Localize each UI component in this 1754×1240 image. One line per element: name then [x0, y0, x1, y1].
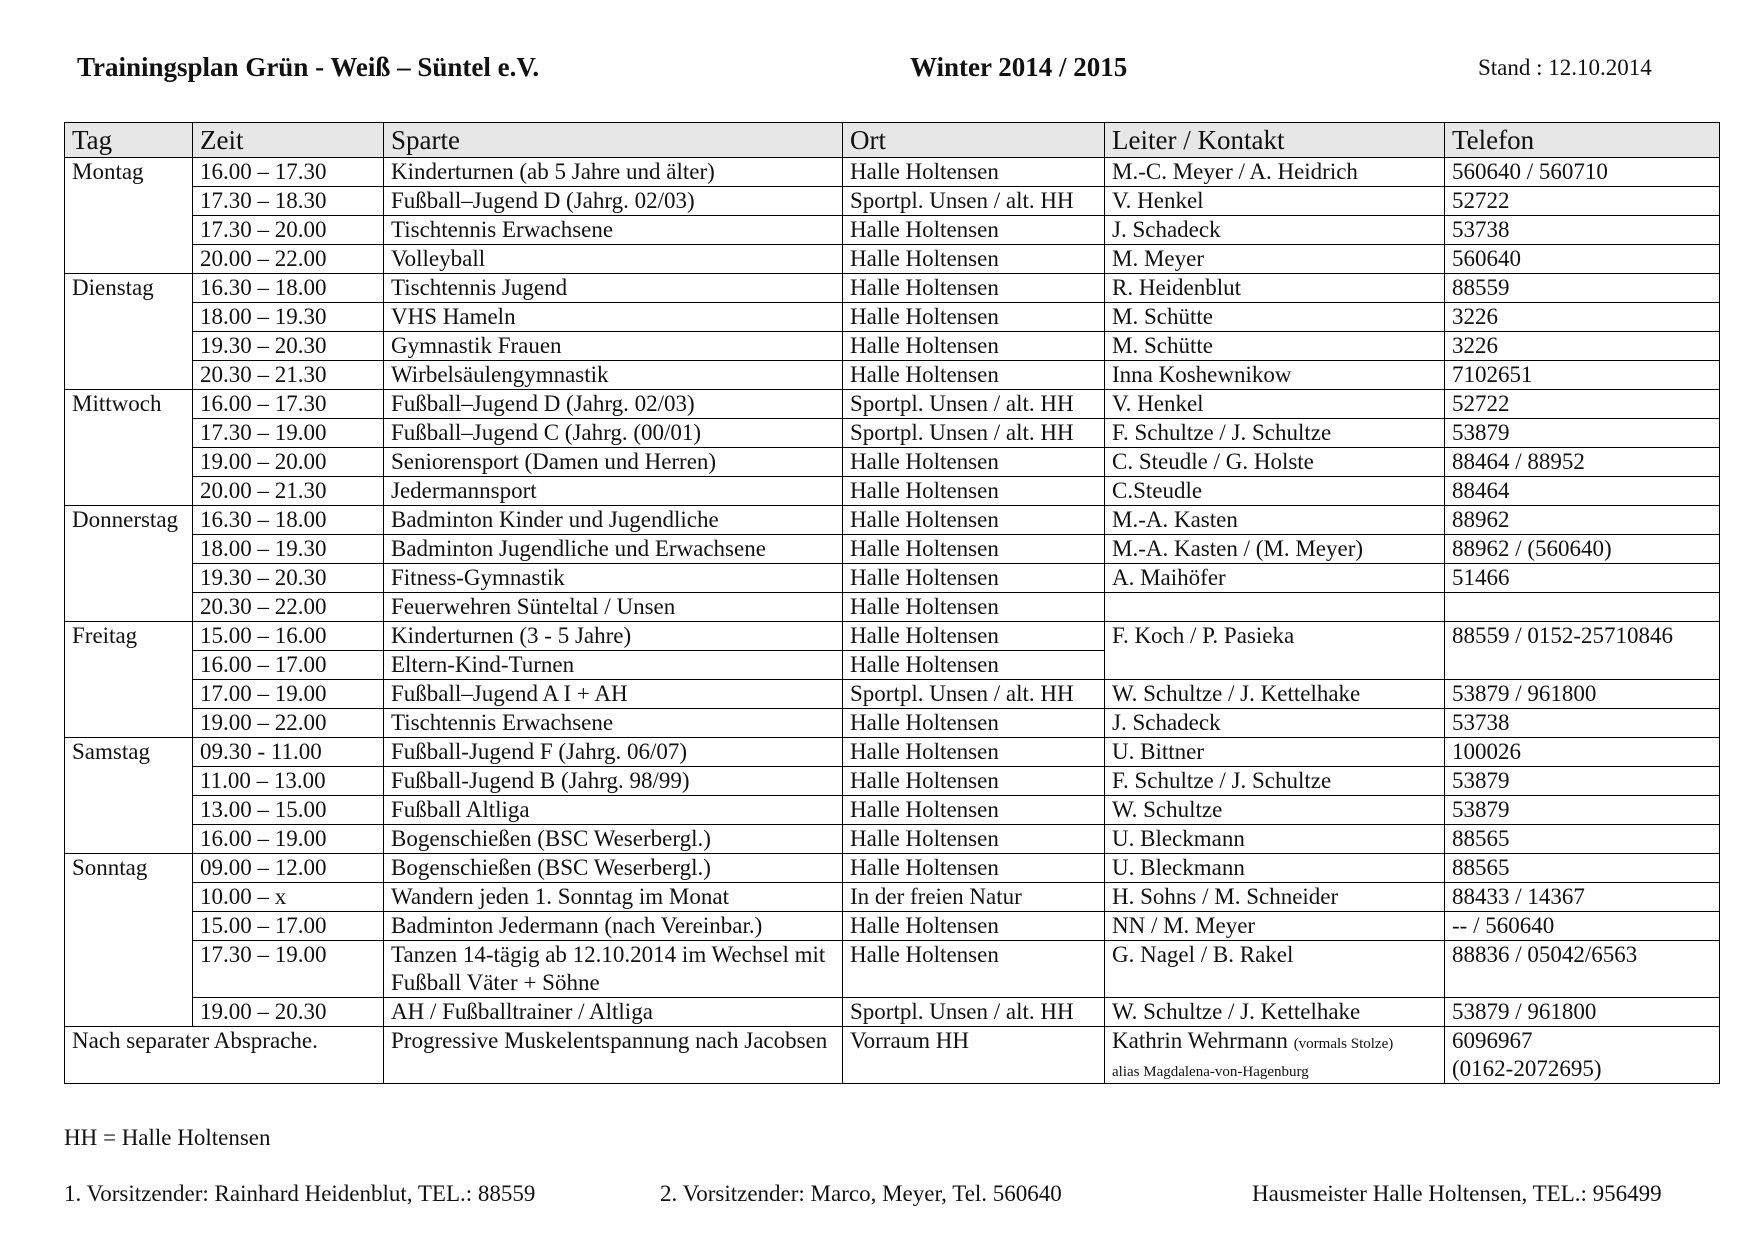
ort-cell: Sportpl. Unsen / alt. HH: [843, 419, 1105, 448]
zeit-cell: 18.00 – 19.30: [193, 535, 384, 564]
sparte-cell: Eltern-Kind-Turnen: [384, 651, 843, 680]
leiter-cell: V. Henkel: [1105, 187, 1445, 216]
leiter-cell: M. Schütte: [1105, 332, 1445, 361]
zeit-cell: 11.00 – 13.00: [193, 767, 384, 796]
table-row: [65, 564, 1720, 593]
ort-cell: Halle Holtensen: [843, 332, 1105, 361]
leiter-alias: alias Magdalena-von-Hagenburg: [1112, 1064, 1309, 1080]
leiter-cell: U. Bittner: [1105, 738, 1445, 767]
telefon-cell: 52722: [1445, 187, 1720, 216]
ort-cell: Halle Holtensen: [843, 767, 1105, 796]
telefon-cell: 88962 / (560640): [1445, 535, 1720, 564]
telefon-cell: 88464 / 88952: [1445, 448, 1720, 477]
column-header-telefon: Telefon: [1445, 123, 1720, 158]
ort-cell: Halle Holtensen: [843, 593, 1105, 622]
telefon-cell: 7102651: [1445, 361, 1720, 390]
ort-cell: In der freien Natur: [843, 883, 1105, 912]
zeit-cell: 17.30 – 20.00: [193, 216, 384, 245]
zeit-cell: 19.00 – 22.00: [193, 709, 384, 738]
table-row: [65, 796, 1720, 825]
leiter-cell: M.-C. Meyer / A. Heidrich: [1105, 158, 1445, 187]
ort-cell: Halle Holtensen: [843, 448, 1105, 477]
zeit-cell: 16.00 – 19.00: [193, 825, 384, 854]
ort-cell: Halle Holtensen: [843, 622, 1105, 651]
leiter-cell: M.-A. Kasten: [1105, 506, 1445, 535]
leiter-cell: W. Schultze / J. Kettelhake: [1105, 998, 1445, 1027]
zeit-cell: 19.30 – 20.30: [193, 564, 384, 593]
table-row: [65, 419, 1720, 448]
day-cell: Donnerstag: [65, 506, 193, 622]
zeit-cell: 20.30 – 22.00: [193, 593, 384, 622]
telefon-cell: 53879 / 961800: [1445, 998, 1720, 1027]
zeit-cell: 20.30 – 21.30: [193, 361, 384, 390]
leiter-cell: [1105, 1027, 1445, 1084]
telefon-cell: 560640: [1445, 245, 1720, 274]
zeit-cell: 10.00 – x: [193, 883, 384, 912]
table-row: [65, 622, 1720, 651]
sparte-cell: Wandern jeden 1. Sonntag im Monat: [384, 883, 843, 912]
sparte-cell: Progressive Muskelentspannung nach Jacobsen: [384, 1027, 843, 1084]
telefon-cell: 52722: [1445, 390, 1720, 419]
leiter-note: (vormals Stolze): [1293, 1036, 1394, 1052]
ort-cell: Halle Holtensen: [843, 709, 1105, 738]
table-row: [65, 680, 1720, 709]
column-header-sparte: Sparte: [384, 123, 843, 158]
telefon-cell: 53879: [1445, 767, 1720, 796]
table-row: [65, 883, 1720, 912]
sparte-cell: Bogenschießen (BSC Weserbergl.): [384, 854, 843, 883]
page-title: Trainingsplan Grün - Weiß – Süntel e.V.: [77, 52, 540, 82]
sparte-cell: Jedermannsport: [384, 477, 843, 506]
legend-note: HH = Halle Holtensen: [64, 1125, 271, 1150]
telefon-cell: 88559 / 0152-25710846: [1445, 622, 1720, 680]
ort-cell: Halle Holtensen: [843, 303, 1105, 332]
table-row: [65, 593, 1720, 622]
zeit-cell: 19.30 – 20.30: [193, 332, 384, 361]
ort-cell: Halle Holtensen: [843, 651, 1105, 680]
telefon-cell: 88962: [1445, 506, 1720, 535]
sparte-cell: Tanzen 14-tägig ab 12.10.2014 im Wechsel mit Fußball Väter + Söhne: [384, 941, 843, 998]
sparte-cell: Fußball–Jugend C (Jahrg. (00/01): [384, 419, 843, 448]
leiter-cell: U. Bleckmann: [1105, 854, 1445, 883]
zeit-cell: 09.00 – 12.00: [193, 854, 384, 883]
sparte-cell: Fitness-Gymnastik: [384, 564, 843, 593]
footer-hausmeister: Hausmeister Halle Holtensen, TEL.: 956499: [1252, 1181, 1662, 1206]
day-cell: Montag: [65, 158, 193, 274]
footer-vorsitzender-1: 1. Vorsitzender: Rainhard Heidenblut, TEL.: 88559: [64, 1181, 536, 1206]
ort-cell: Halle Holtensen: [843, 854, 1105, 883]
telefon-line: 6096967: [1452, 1028, 1533, 1053]
zeit-cell: 17.30 – 19.00: [193, 941, 384, 998]
sparte-cell: Tischtennis Erwachsene: [384, 709, 843, 738]
leiter-cell: F. Schultze / J. Schultze: [1105, 419, 1445, 448]
leiter-cell: A. Maihöfer: [1105, 564, 1445, 593]
telefon-line: (0162-2072695): [1452, 1056, 1602, 1081]
telefon-cell: 53738: [1445, 216, 1720, 245]
telefon-cell: [1445, 593, 1720, 622]
ort-cell: Sportpl. Unsen / alt. HH: [843, 187, 1105, 216]
table-row: [65, 332, 1720, 361]
leiter-cell: F. Koch / P. Pasieka: [1105, 622, 1445, 680]
sparte-cell: Kinderturnen (3 - 5 Jahre): [384, 622, 843, 651]
ort-cell: Halle Holtensen: [843, 825, 1105, 854]
table-row: [65, 303, 1720, 332]
leiter-cell: V. Henkel: [1105, 390, 1445, 419]
ort-cell: Halle Holtensen: [843, 158, 1105, 187]
sparte-cell: Badminton Kinder und Jugendliche: [384, 506, 843, 535]
ort-cell: Sportpl. Unsen / alt. HH: [843, 680, 1105, 709]
telefon-cell: 3226: [1445, 303, 1720, 332]
zeit-cell: 20.00 – 22.00: [193, 245, 384, 274]
telefon-cell: 88565: [1445, 825, 1720, 854]
table-row: [65, 361, 1720, 390]
ort-cell: Halle Holtensen: [843, 506, 1105, 535]
table-row: [65, 506, 1720, 535]
table-row: [65, 245, 1720, 274]
zeit-cell: 16.00 – 17.30: [193, 158, 384, 187]
leiter-cell: F. Schultze / J. Schultze: [1105, 767, 1445, 796]
telefon-cell: 53738: [1445, 709, 1720, 738]
table-row: [65, 941, 1720, 998]
ort-cell: Halle Holtensen: [843, 796, 1105, 825]
telefon-cell: [1445, 1027, 1720, 1084]
zeit-cell: 15.00 – 17.00: [193, 912, 384, 941]
separate-label-cell: Nach separater Absprache.: [65, 1027, 384, 1084]
leiter-cell: W. Schultze: [1105, 796, 1445, 825]
sparte-cell: Fußball–Jugend D (Jahrg. 02/03): [384, 390, 843, 419]
day-cell: Mittwoch: [65, 390, 193, 506]
leiter-cell: C.Steudle: [1105, 477, 1445, 506]
sparte-cell: Bogenschießen (BSC Weserbergl.): [384, 825, 843, 854]
table-row: [65, 825, 1720, 854]
telefon-cell: 88433 / 14367: [1445, 883, 1720, 912]
zeit-cell: 17.30 – 18.30: [193, 187, 384, 216]
column-header-ort: Ort: [843, 123, 1105, 158]
leiter-name: Kathrin Wehrmann: [1112, 1028, 1288, 1053]
telefon-cell: 88836 / 05042/6563: [1445, 941, 1720, 998]
telefon-cell: 100026: [1445, 738, 1720, 767]
table-row: [65, 1027, 1720, 1084]
table-row: [65, 535, 1720, 564]
footer-vorsitzender-2: 2. Vorsitzender: Marco, Meyer, Tel. 560640: [660, 1181, 1062, 1206]
sparte-cell: Badminton Jugendliche und Erwachsene: [384, 535, 843, 564]
table-row: [65, 187, 1720, 216]
ort-cell: Vorraum HH: [843, 1027, 1105, 1084]
table-row: [65, 448, 1720, 477]
telefon-cell: 88565: [1445, 854, 1720, 883]
zeit-cell: 16.30 – 18.00: [193, 274, 384, 303]
column-header-leiter: Leiter / Kontakt: [1105, 123, 1445, 158]
sparte-cell: Seniorensport (Damen und Herren): [384, 448, 843, 477]
sparte-cell: Fußball Altliga: [384, 796, 843, 825]
leiter-cell: M. Schütte: [1105, 303, 1445, 332]
telefon-cell: -- / 560640: [1445, 912, 1720, 941]
sparte-cell: Tischtennis Erwachsene: [384, 216, 843, 245]
leiter-cell: M. Meyer: [1105, 245, 1445, 274]
ort-cell: Halle Holtensen: [843, 912, 1105, 941]
table-row: [65, 998, 1720, 1027]
training-table: [64, 122, 1720, 1084]
telefon-cell: 51466: [1445, 564, 1720, 593]
day-cell: Samstag: [65, 738, 193, 854]
zeit-cell: 16.30 – 18.00: [193, 506, 384, 535]
telefon-cell: 53879: [1445, 796, 1720, 825]
leiter-cell: U. Bleckmann: [1105, 825, 1445, 854]
leiter-cell: NN / M. Meyer: [1105, 912, 1445, 941]
column-header-tag: Tag: [65, 123, 193, 158]
ort-cell: Halle Holtensen: [843, 274, 1105, 303]
table-row: [65, 158, 1720, 187]
telefon-cell: 88559: [1445, 274, 1720, 303]
leiter-cell: W. Schultze / J. Kettelhake: [1105, 680, 1445, 709]
telefon-cell: 3226: [1445, 332, 1720, 361]
table-row: [65, 767, 1720, 796]
sparte-cell: AH / Fußballtrainer / Altliga: [384, 998, 843, 1027]
zeit-cell: 19.00 – 20.00: [193, 448, 384, 477]
telefon-cell: 53879: [1445, 419, 1720, 448]
leiter-cell: Inna Koshewnikow: [1105, 361, 1445, 390]
ort-cell: Halle Holtensen: [843, 477, 1105, 506]
sparte-cell: Fußball-Jugend F (Jahrg. 06/07): [384, 738, 843, 767]
sparte-cell: Wirbelsäulengymnastik: [384, 361, 843, 390]
zeit-cell: 15.00 – 16.00: [193, 622, 384, 651]
sparte-cell: VHS Hameln: [384, 303, 843, 332]
zeit-cell: 20.00 – 21.30: [193, 477, 384, 506]
sparte-cell: Fußball-Jugend B (Jahrg. 98/99): [384, 767, 843, 796]
ort-cell: Sportpl. Unsen / alt. HH: [843, 998, 1105, 1027]
sparte-cell: Fußball–Jugend A I + AH: [384, 680, 843, 709]
ort-cell: Halle Holtensen: [843, 564, 1105, 593]
ort-cell: Halle Holtensen: [843, 941, 1105, 998]
sparte-cell: Tischtennis Jugend: [384, 274, 843, 303]
zeit-cell: 16.00 – 17.30: [193, 390, 384, 419]
stand-date: Stand : 12.10.2014: [1478, 55, 1652, 80]
telefon-cell: 53879 / 961800: [1445, 680, 1720, 709]
zeit-cell: 19.00 – 20.30: [193, 998, 384, 1027]
table-row: [65, 738, 1720, 767]
table-row: [65, 390, 1720, 419]
ort-cell: Sportpl. Unsen / alt. HH: [843, 390, 1105, 419]
day-cell: Freitag: [65, 622, 193, 738]
sparte-cell: Feuerwehren Sünteltal / Unsen: [384, 593, 843, 622]
sparte-cell: Fußball–Jugend D (Jahrg. 02/03): [384, 187, 843, 216]
leiter-cell: R. Heidenblut: [1105, 274, 1445, 303]
leiter-cell: G. Nagel / B. Rakel: [1105, 941, 1445, 998]
telefon-cell: 88464: [1445, 477, 1720, 506]
leiter-cell: [1105, 593, 1445, 622]
day-cell: Dienstag: [65, 274, 193, 390]
leiter-cell: J. Schadeck: [1105, 216, 1445, 245]
table-row: [65, 274, 1720, 303]
leiter-cell: C. Steudle / G. Holste: [1105, 448, 1445, 477]
ort-cell: Halle Holtensen: [843, 535, 1105, 564]
table-row: [65, 216, 1720, 245]
table-row: [65, 709, 1720, 738]
table-header-row: [65, 123, 1720, 158]
leiter-cell: M.-A. Kasten / (M. Meyer): [1105, 535, 1445, 564]
table-row: [65, 854, 1720, 883]
telefon-cell: 560640 / 560710: [1445, 158, 1720, 187]
leiter-cell: H. Sohns / M. Schneider: [1105, 883, 1445, 912]
zeit-cell: 17.00 – 19.00: [193, 680, 384, 709]
ort-cell: Halle Holtensen: [843, 216, 1105, 245]
sparte-cell: Gymnastik Frauen: [384, 332, 843, 361]
zeit-cell: 17.30 – 19.00: [193, 419, 384, 448]
sparte-cell: Kinderturnen (ab 5 Jahre und älter): [384, 158, 843, 187]
ort-cell: Halle Holtensen: [843, 361, 1105, 390]
ort-cell: Halle Holtensen: [843, 245, 1105, 274]
zeit-cell: 16.00 – 17.00: [193, 651, 384, 680]
column-header-zeit: Zeit: [193, 123, 384, 158]
zeit-cell: 18.00 – 19.30: [193, 303, 384, 332]
season-title: Winter 2014 / 2015: [910, 52, 1128, 82]
table-row: [65, 477, 1720, 506]
sparte-cell: Volleyball: [384, 245, 843, 274]
table-row: [65, 912, 1720, 941]
ort-cell: Halle Holtensen: [843, 738, 1105, 767]
zeit-cell: 13.00 – 15.00: [193, 796, 384, 825]
zeit-cell: 09.30 - 11.00: [193, 738, 384, 767]
leiter-cell: J. Schadeck: [1105, 709, 1445, 738]
day-cell: Sonntag: [65, 854, 193, 1027]
sparte-cell: Badminton Jedermann (nach Vereinbar.): [384, 912, 843, 941]
